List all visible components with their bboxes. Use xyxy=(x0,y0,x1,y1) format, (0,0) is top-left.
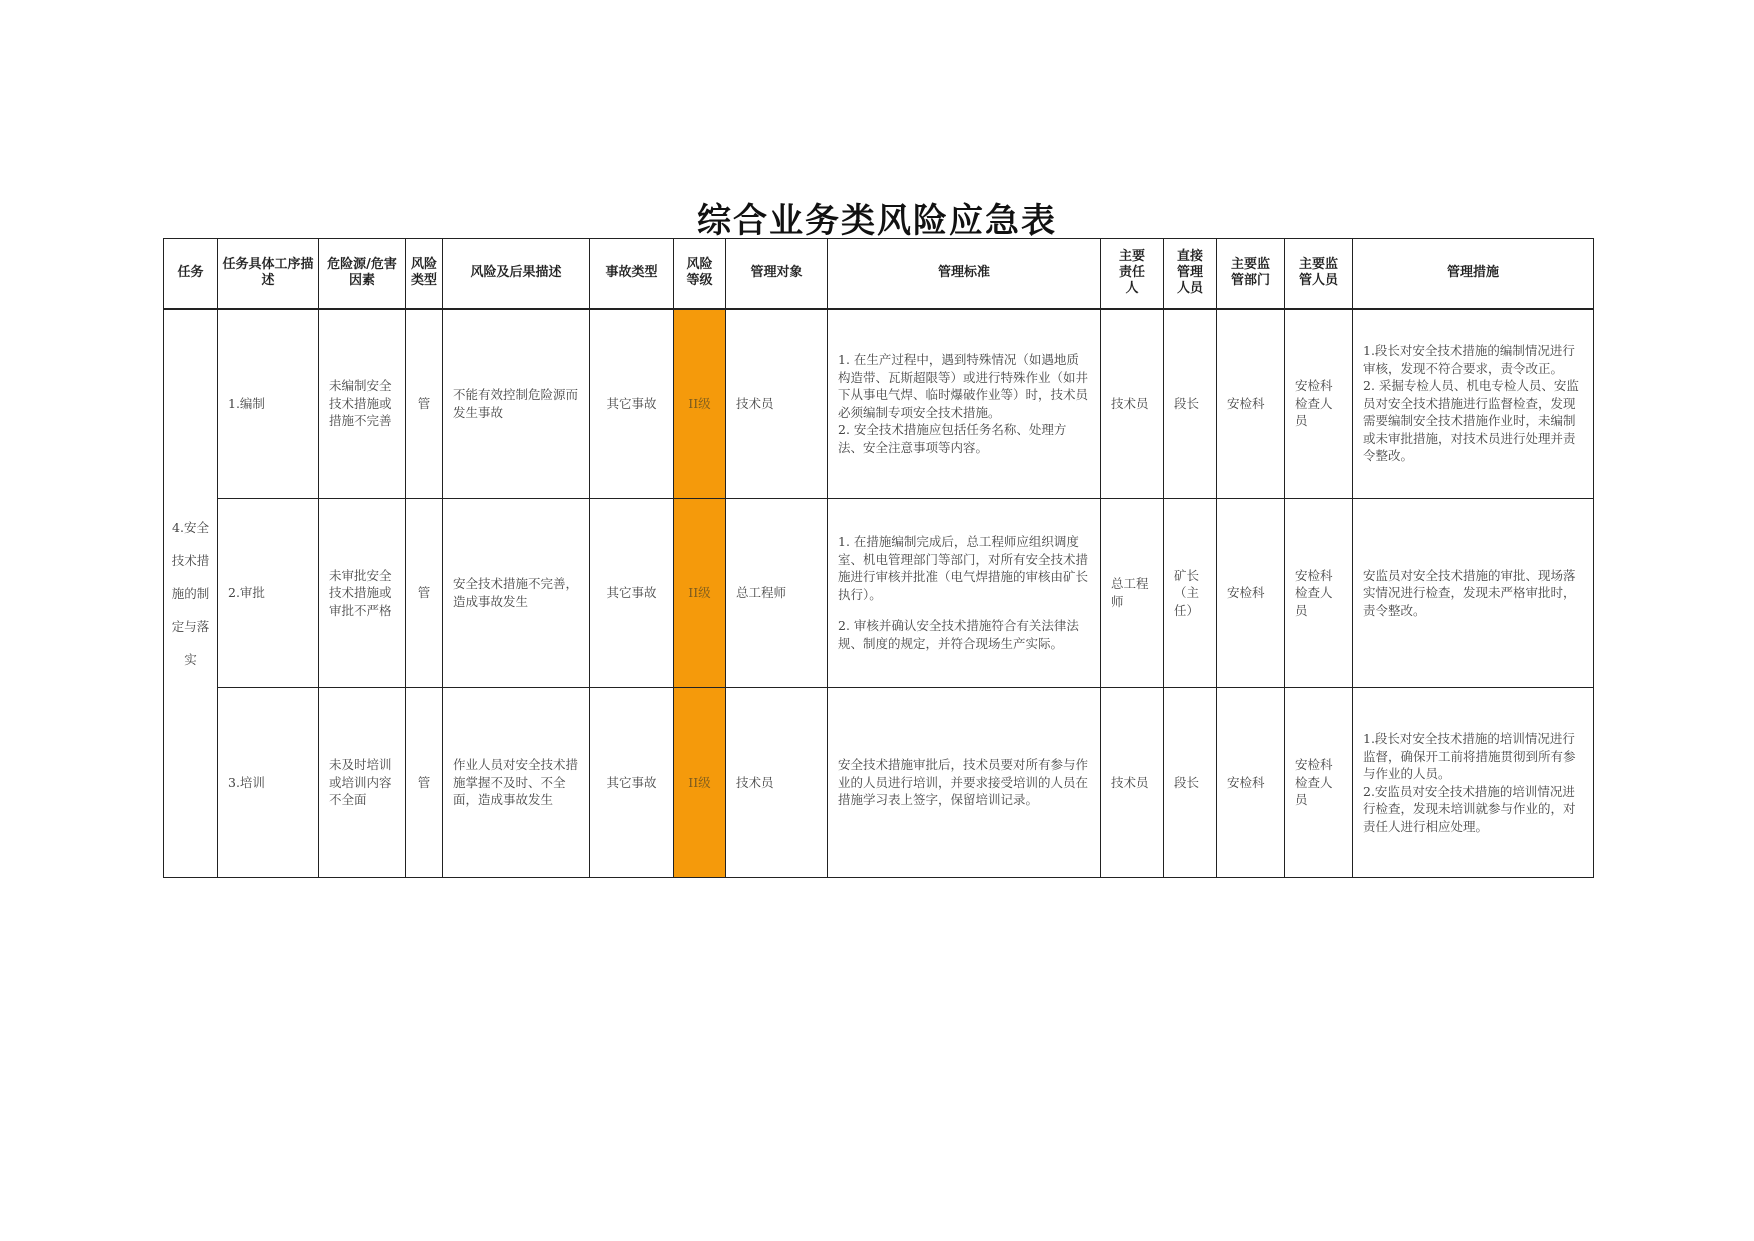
hazard-cell: 未编制安全技术措施或措施不完善 xyxy=(319,309,406,499)
object-cell: 技术员 xyxy=(726,309,828,499)
risk-level-cell: II级 xyxy=(674,309,726,499)
hazard-cell: 未审批安全技术措施或审批不严格 xyxy=(319,498,406,688)
supervisor-cell: 安检科检查人员 xyxy=(1285,309,1353,499)
supervise-dept-cell: 安检科 xyxy=(1217,498,1285,688)
supervise-dept-cell: 安检科 xyxy=(1217,688,1285,878)
accident-type-cell: 其它事故 xyxy=(590,688,674,878)
header-step: 任务具体工序描述 xyxy=(218,239,319,309)
measures-cell xyxy=(1353,309,1594,499)
hazard-cell: 未及时培训或培训内容不全面 xyxy=(319,688,406,878)
header-hazard: 危险源/危害因素 xyxy=(319,239,406,309)
header-standard: 管理标准 xyxy=(828,239,1101,309)
consequence-cell: 安全技术措施不完善，造成事故发生 xyxy=(443,498,590,688)
responsible-cell: 总工程师 xyxy=(1101,498,1164,688)
direct-manager-cell: 段长 xyxy=(1164,309,1217,499)
table-row xyxy=(164,309,1594,499)
standard-line: 2. 安全技术措施应包括任务名称、处理方法、安全注意事项等内容。 xyxy=(838,422,1067,455)
measures-line: 2. 采掘专检人员、机电专检人员、安监员对安全技术措施进行监督检查，发现需要编制安全技术措施作业时，未编制或未审批措施，对技术员进行处理并责令整改。 xyxy=(1363,378,1579,464)
header-accident-type: 事故类型 xyxy=(590,239,674,309)
measures-cell xyxy=(1353,688,1594,878)
task-cell xyxy=(164,309,218,878)
header-consequence: 风险及后果描述 xyxy=(443,239,590,309)
accident-type-cell: 其它事故 xyxy=(590,498,674,688)
object-cell: 技术员 xyxy=(726,688,828,878)
supervise-dept-cell: 安检科 xyxy=(1217,309,1285,499)
risk-level-cell: II级 xyxy=(674,498,726,688)
responsible-cell: 技术员 xyxy=(1101,688,1164,878)
measures-line: 1.段长对安全技术措施的培训情况进行监督，确保开工前将措施贯彻到所有参与作业的人员。 xyxy=(1363,731,1576,782)
risk-type-cell: 管 xyxy=(406,309,443,499)
risk-table xyxy=(163,238,1594,878)
step-cell: 3.培训 xyxy=(218,688,319,878)
header-risk-level: 风险等级 xyxy=(674,239,726,309)
measures-line: 安监员对安全技术措施的审批、现场落实情况进行检查，发现未严格审批时，责令整改。 xyxy=(1363,567,1576,618)
table-row xyxy=(164,688,1594,878)
header-direct-manager: 直接管理人员 xyxy=(1164,239,1217,309)
header-row xyxy=(164,239,1594,309)
header-supervisor: 主要监管人员 xyxy=(1285,239,1353,309)
measures-cell xyxy=(1353,498,1594,688)
header-object: 管理对象 xyxy=(726,239,828,309)
responsible-cell: 技术员 xyxy=(1101,309,1164,499)
direct-manager-cell: 矿长（主任） xyxy=(1164,498,1217,688)
consequence-cell: 作业人员对安全技术措施掌握不及时、不全面，造成事故发生 xyxy=(443,688,590,878)
header-task: 任务 xyxy=(164,239,218,309)
supervisor-cell: 安检科检查人员 xyxy=(1285,498,1353,688)
standard-line: 1. 在生产过程中，遇到特殊情况（如遇地质构造带、瓦斯超限等）或进行特殊作业（如井下从事电气焊、临时爆破作业等）时，技术员必须编制专项安全技术措施。 xyxy=(838,352,1089,420)
table-row xyxy=(164,498,1594,688)
supervisor-cell: 安检科检查人员 xyxy=(1285,688,1353,878)
standard-cell xyxy=(828,309,1101,499)
standard-line: 1. 在措施编制完成后，总工程师应组织调度室、机电管理部门等部门，对所有安全技术措施进行审核并批准（电气焊措施的审核由矿长执行）。 xyxy=(838,534,1089,602)
step-cell: 1.编制 xyxy=(218,309,319,499)
measures-line: 1.段长对安全技术措施的编制情况进行审核，发现不符合要求，责令改正。 xyxy=(1363,343,1575,376)
task-label: 4.安全技术措施的制定与落实 xyxy=(171,519,210,667)
consequence-cell: 不能有效控制危险源而发生事故 xyxy=(443,309,590,499)
page-title: 综合业务类风险应急表 xyxy=(697,201,1057,241)
standard-cell xyxy=(828,688,1101,878)
measures-line: 2.安监员对安全技术措施的培训情况进行检查，发现未培训就参与作业的，对责任人进行相应处理。 xyxy=(1363,783,1576,834)
standard-line: 2. 审核并确认安全技术措施符合有关法律法规、制度的规定，并符合现场生产实际。 xyxy=(838,618,1079,651)
risk-type-cell: 管 xyxy=(406,498,443,688)
header-risk-type: 风险类型 xyxy=(406,239,443,309)
object-cell: 总工程师 xyxy=(726,498,828,688)
header-supervise-dept: 主要监管部门 xyxy=(1217,239,1285,309)
step-cell: 2.审批 xyxy=(218,498,319,688)
paragraph-gap xyxy=(838,603,1090,617)
header-measures: 管理措施 xyxy=(1353,239,1594,309)
accident-type-cell: 其它事故 xyxy=(590,309,674,499)
risk-level-cell: II级 xyxy=(674,688,726,878)
header-responsible: 主要责任人 xyxy=(1101,239,1164,309)
direct-manager-cell: 段长 xyxy=(1164,688,1217,878)
standard-line: 安全技术措施审批后，技术员要对所有参与作业的人员进行培训，并要求接受培训的人员在措施学习表上签字，保留培训记录。 xyxy=(838,757,1089,808)
standard-cell xyxy=(828,498,1101,688)
risk-type-cell: 管 xyxy=(406,688,443,878)
